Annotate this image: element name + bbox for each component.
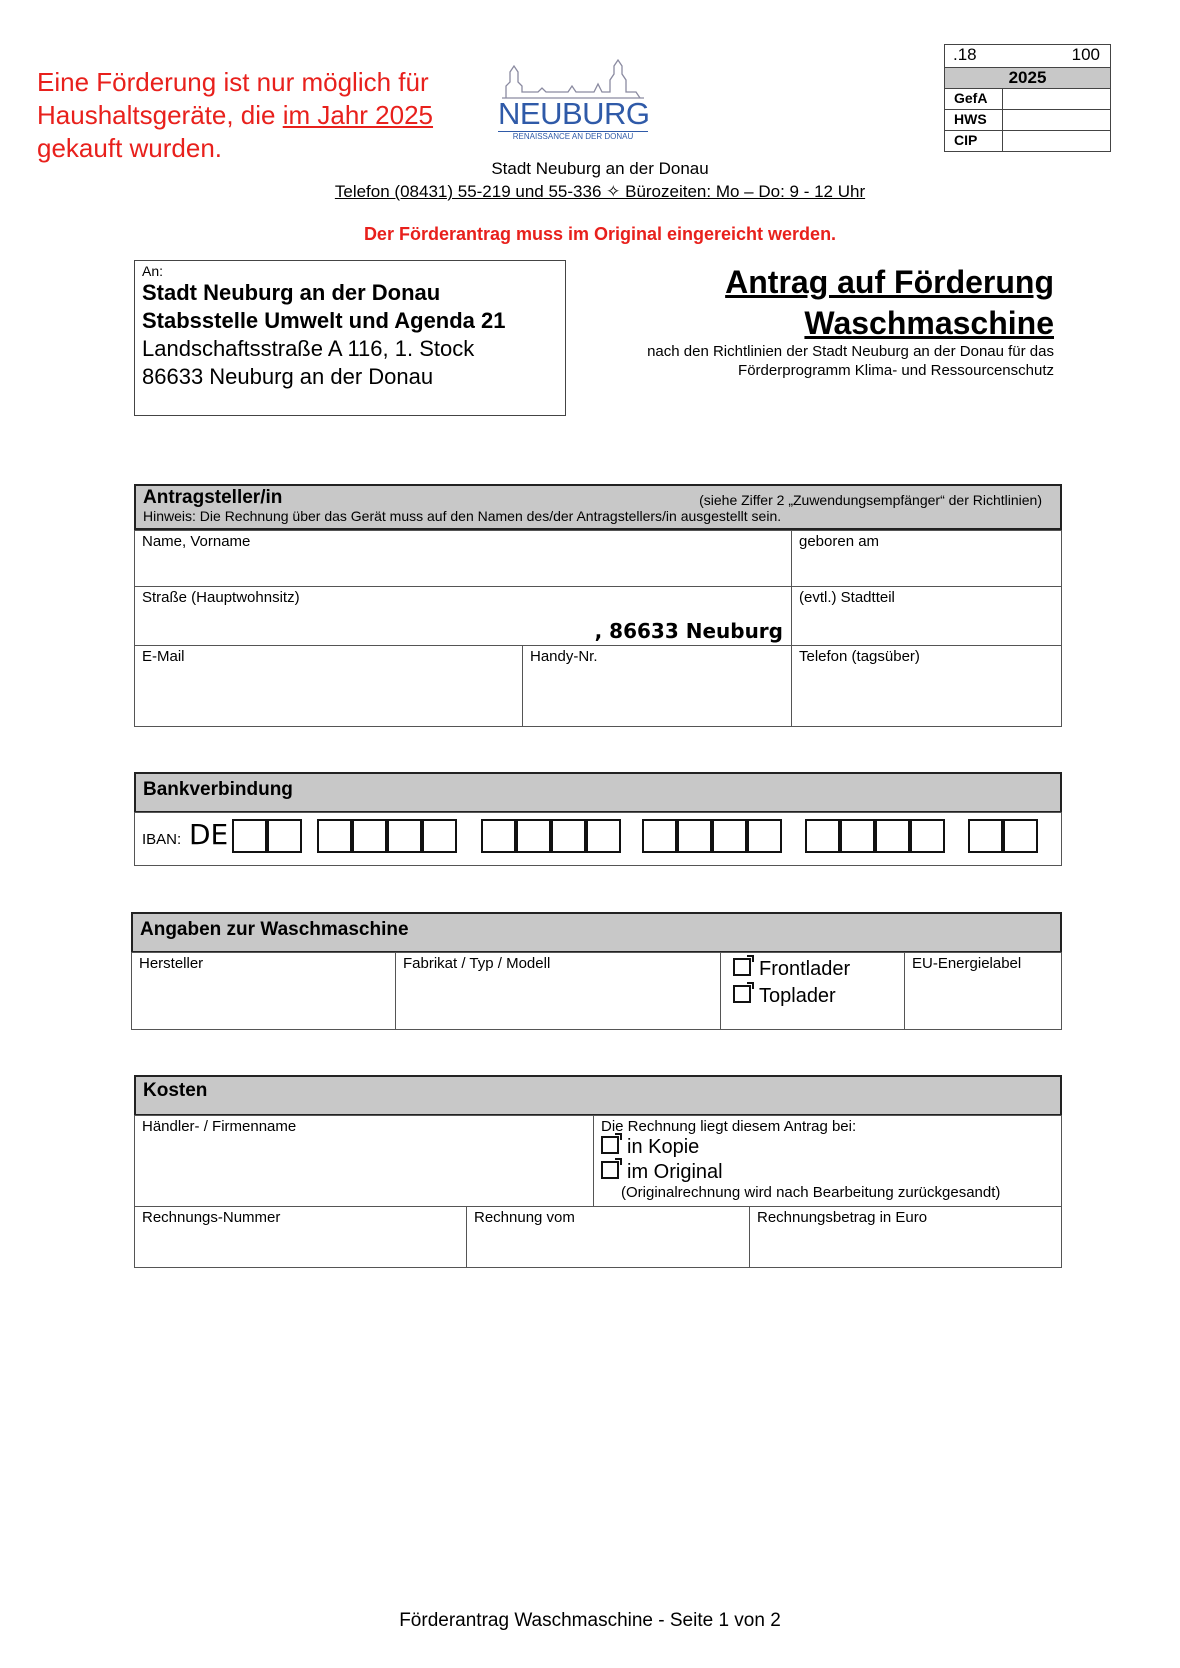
option-original[interactable] [601, 1160, 1054, 1185]
address-line-4: 86633 Neuburg an der Donau [142, 364, 434, 389]
invoice-attached-label: Die Rechnung liegt diesem Antrag bei: [601, 1118, 857, 1135]
address-line-3: Landschaftsstraße A 116, 1. Stock [142, 336, 475, 361]
code-year: 2025 [945, 68, 1110, 89]
birthdate-label: geboren am [799, 533, 880, 550]
machine-heading: Angaben zur Waschmaschine [140, 919, 409, 940]
iban-digit[interactable] [267, 819, 302, 853]
invoice-amount-field[interactable] [749, 1206, 1062, 1268]
applicant-header [134, 484, 1062, 530]
phone-label: Telefon (tagsüber) [799, 648, 920, 665]
iban-digit[interactable] [516, 819, 551, 853]
iban-digit[interactable] [712, 819, 747, 853]
iban-digit[interactable] [551, 819, 586, 853]
energy-label-field[interactable] [904, 952, 1062, 1030]
address-line-2: Stabsstelle Umwelt und Agenda 21 [142, 308, 506, 333]
iban-digit[interactable] [747, 819, 782, 853]
code-row-cip: CIP [945, 131, 1003, 151]
bank-header [134, 772, 1062, 813]
street-city-suffix: , 86633 Neuburg [594, 619, 783, 643]
iban-digit[interactable] [875, 819, 910, 853]
code-number: 100 [1071, 45, 1100, 64]
subtitle-line-1: nach den Richtlinien der Stadt Neuburg an der Donau für das [647, 343, 1054, 360]
notice-text-end: gekauft wurden. [37, 133, 223, 163]
logo-text: NEUBURG [498, 96, 650, 131]
office-code-box [944, 44, 1111, 152]
iban-digit[interactable] [805, 819, 840, 853]
iban-country: DE [189, 818, 229, 851]
iban-digit[interactable] [642, 819, 677, 853]
iban-digit[interactable] [910, 819, 945, 853]
iban-digit[interactable] [352, 819, 387, 853]
iban-digit[interactable] [968, 819, 1003, 853]
costs-header [134, 1075, 1062, 1116]
invoice-attached-field [593, 1115, 1062, 1207]
iban-digit[interactable] [586, 819, 621, 853]
iban-digit[interactable] [387, 819, 422, 853]
email-label: E-Mail [142, 648, 185, 665]
iban-digit[interactable] [232, 819, 267, 853]
applicant-hint: Hinweis: Die Rechnung über das Gerät muss auf den Namen des/der Antragstellers/in ausgestellt sein. [143, 508, 782, 524]
iban-digit[interactable] [840, 819, 875, 853]
checkbox-icon[interactable] [601, 1136, 619, 1154]
mobile-label: Handy-Nr. [530, 648, 598, 665]
bank-heading: Bankverbindung [143, 779, 293, 800]
iban-digit[interactable] [422, 819, 457, 853]
iban-label: IBAN: [142, 831, 182, 848]
checkbox-icon[interactable] [733, 985, 751, 1003]
energy-label: EU-Energielabel [912, 955, 1022, 972]
invoice-amount-label: Rechnungsbetrag in Euro [757, 1209, 928, 1226]
original-required-notice: Der Förderantrag muss im Original eingereicht werden. [363, 224, 837, 244]
birthdate-field[interactable] [791, 530, 1062, 587]
district-label: (evtl.) Stadtteil [799, 589, 895, 606]
machine-header [131, 912, 1062, 953]
title-line-2: Waschmaschine [804, 305, 1054, 341]
option-frontlader[interactable] [733, 956, 897, 983]
name-label: Name, Vorname [142, 533, 251, 550]
maker-field[interactable] [131, 952, 396, 1030]
iban-digit[interactable] [317, 819, 352, 853]
code-row-hws: HWS [945, 110, 1003, 130]
frontlader-label: Frontlader [759, 958, 851, 980]
code-row-gefa: GefA [945, 89, 1003, 109]
subtitle-line-2: Förderprogramm Klima- und Ressourcenschutz [738, 362, 1054, 379]
recipient-address [134, 260, 566, 416]
purchase-year-notice [37, 66, 457, 165]
loader-type-field [720, 952, 905, 1030]
dealer-label: Händler- / Firmenname [142, 1118, 297, 1135]
iban-digit[interactable] [481, 819, 516, 853]
notice-text: Eine Förderung ist nur möglich für Haushaltsgeräte, die [37, 67, 429, 130]
code-value: .18 [953, 45, 977, 64]
maker-label: Hersteller [139, 955, 204, 972]
invoice-date-field[interactable] [466, 1206, 750, 1268]
original-label: im Original [627, 1161, 723, 1183]
iban-digit[interactable] [1003, 819, 1038, 853]
option-copy[interactable] [601, 1135, 1054, 1160]
checkbox-icon[interactable] [733, 958, 751, 976]
email-field[interactable] [134, 645, 523, 727]
applicant-reference: (siehe Ziffer 2 „Zuwendungsempfänger“ der Richtlinien) [699, 492, 1042, 508]
invoice-number-label: Rechnungs-Nummer [142, 1209, 281, 1226]
office-hours: Telefon (08431) 55-219 und 55-336 ✧ Bürozeiten: Mo – Do: 9 - 12 Uhr [334, 182, 866, 201]
model-label: Fabrikat / Typ / Modell [403, 955, 551, 972]
page-footer: Förderantrag Waschmaschine - Seite 1 von 2 [399, 1610, 781, 1631]
model-field[interactable] [395, 952, 721, 1030]
address-to: An: [142, 263, 164, 279]
invoice-number-field[interactable] [134, 1206, 467, 1268]
title-line-1: Antrag auf Förderung [725, 264, 1054, 300]
city-name: Stadt Neuburg an der Donau [491, 159, 709, 178]
name-field[interactable] [134, 530, 792, 587]
invoice-date-label: Rechnung vom [474, 1209, 575, 1226]
dealer-field[interactable] [134, 1115, 594, 1207]
option-toplader[interactable] [733, 983, 897, 1010]
checkbox-icon[interactable] [601, 1161, 619, 1179]
district-field[interactable] [791, 586, 1062, 646]
logo-tagline: RENAISSANCE AN DER DONAU [498, 131, 648, 141]
street-field[interactable] [134, 586, 792, 646]
mobile-field[interactable] [522, 645, 792, 727]
iban-digit[interactable] [677, 819, 712, 853]
street-label: Straße (Hauptwohnsitz) [142, 589, 300, 606]
phone-field[interactable] [791, 645, 1062, 727]
form-subtitle [580, 342, 1054, 380]
neuburg-logo [498, 52, 648, 144]
notice-year: im Jahr 2025 [282, 100, 434, 130]
form-title [580, 262, 1054, 344]
copy-label: in Kopie [627, 1136, 700, 1158]
address-line-1: Stadt Neuburg an der Donau [142, 280, 441, 305]
applicant-heading: Antragsteller/in [143, 487, 283, 508]
costs-heading: Kosten [143, 1080, 208, 1101]
original-note: (Originalrechnung wird nach Bearbeitung zurückgesandt) [621, 1184, 1001, 1201]
toplader-label: Toplader [759, 985, 836, 1007]
